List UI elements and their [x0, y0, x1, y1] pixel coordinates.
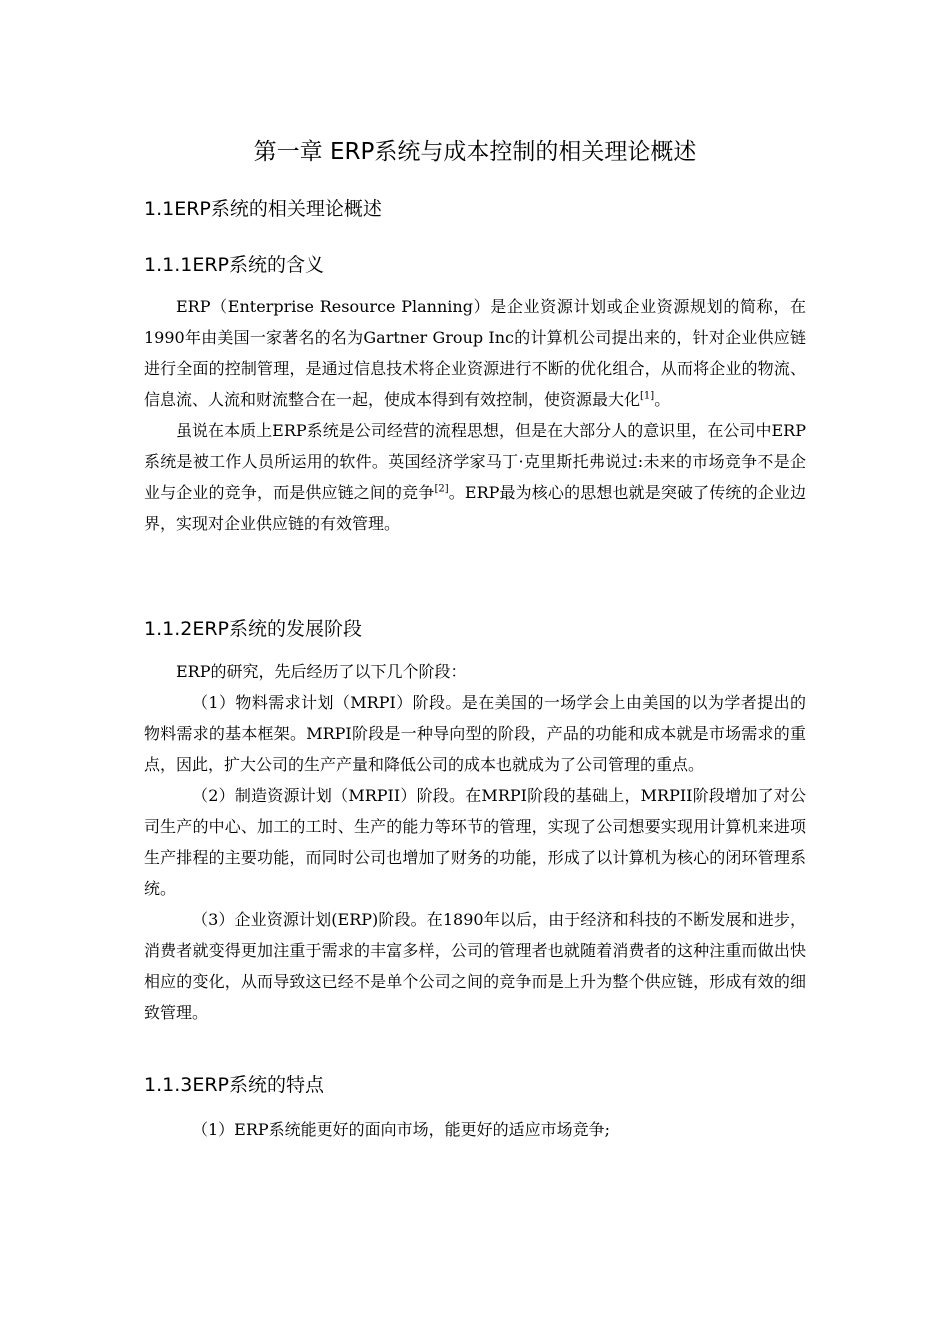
paragraph-text: ERP（Enterprise Resource Planning）是企业资源计划或企业资源规划的简称，在1990年由美国一家著名的名为Gartner Group Inc的计算机公司提出来的，针对企业供应链进行全面的控制管理，是通过信息技术将企业资源进行不断的优化组合，从而将企业的物流、信息流、人流和财流整合在一起，使成本得到有效控制，使资源最大化 [144, 297, 806, 409]
paragraph-erp-essence [144, 415, 806, 539]
paragraph-stage-mrpii: （2）制造资源计划（MRPII）阶段。在MRPI阶段的基础上，MRPII阶段增加了对公司生产的中心、加工的工时、生产的能力等环节的管理，实现了公司想要实现用计算机来进项生产排程的主要功能，而同时公司也增加了财务的功能，形成了以计算机为核心的闭环管理系统。 [144, 786, 806, 898]
citation-ref: [2] [434, 483, 449, 495]
section-1-1-3-body [144, 1114, 806, 1145]
paragraph-stage-mrpi: （1）物料需求计划（MRPI）阶段。是在美国的一场学会上由美国的以为学者提出的物料需求的基本框架。MRPI阶段是一种导向型的阶段，产品的功能和成本就是市场需求的重点，因此，扩大公司的生产产量和降低公司的成本也就成为了公司管理的重点。 [144, 693, 806, 774]
paragraph-feature-1: （1）ERP系统能更好的面向市场，能更好的适应市场竞争; [192, 1120, 611, 1139]
paragraph-stages-intro: ERP的研究，先后经历了以下几个阶段： [176, 662, 467, 681]
paragraph-text-end: 。ERP最为核心的思想也就是突破了传统的企业边界，实现对企业供应链的有效管理。 [144, 483, 806, 533]
chapter-title: 第一章 ERP系统与成本控制的相关理论概述 [253, 139, 697, 165]
section-heading-1-1-1: 1.1.1ERP系统的含义 [144, 254, 325, 276]
paragraph-stage-erp: （3）企业资源计划(ERP)阶段。在1890年以后，由于经济和科技的不断发展和进步，消费者就变得更加注重于需求的丰富多样，公司的管理者也就随着消费者的这种注重而做出快相应的变化，从而导致这已经不是单个公司之间的竞争而是上升为整个供应链，形成有效的细致管理。 [144, 910, 806, 1022]
paragraph-text: 虽说在本质上ERP系统是公司经营的流程思想，但是在大部分人的意识里，在公司中ERP系统是被工作人员所运用的软件。英国经济学家马丁·克里斯托弗说过:未来的市场竞争不是企业与企业的竞争，而是供应链之间的竞争 [144, 421, 806, 502]
section-heading-1-1-3: 1.1.3ERP系统的特点 [144, 1074, 325, 1096]
citation-ref: [1] [640, 390, 655, 402]
section-heading-1-1-2: 1.1.2ERP系统的发展阶段 [144, 618, 363, 640]
paragraph-text-end: 。 [654, 390, 671, 409]
section-1-1-2-body [144, 656, 806, 1028]
section-heading-1-1: 1.1ERP系统的相关理论概述 [144, 198, 382, 220]
paragraph-erp-definition [144, 291, 806, 415]
section-1-1-1-body [144, 291, 806, 539]
